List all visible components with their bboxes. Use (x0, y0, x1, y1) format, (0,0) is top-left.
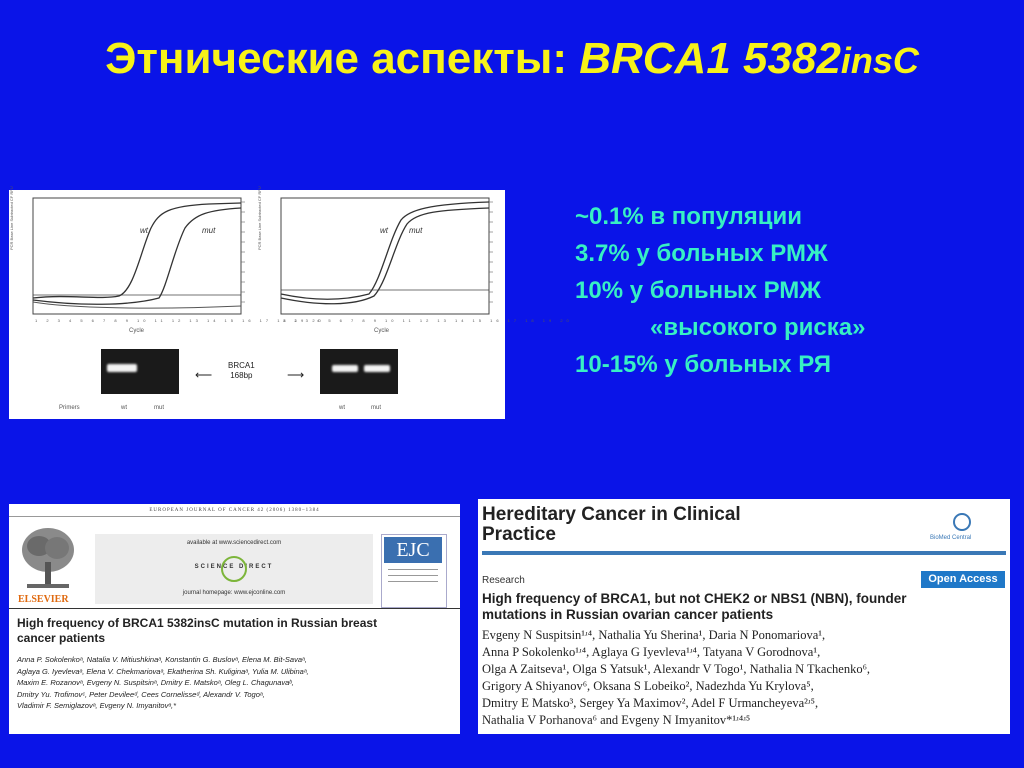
right-lane-wt: wt (339, 405, 345, 411)
left-x-ticks: 1 2 3 4 5 6 7 8 9 10 11 12 13 14 15 16 17 18 19 20 (35, 318, 325, 323)
left-wt-label: wt (140, 226, 148, 235)
ejc-logo: EJC (384, 537, 442, 563)
hccp-authors (482, 627, 870, 729)
open-access-badge: Open Access (921, 571, 1005, 588)
right-plot-ticks (489, 202, 493, 302)
right-wt-curve (281, 202, 489, 299)
ejc-author-line: Anna P. Sokolenkoᵃ, Natalia V. Mitiushkinaᵃ, Konstantin G. Buslovᵃ, Elena M. Bit-Savaᵃ, (17, 655, 307, 664)
hccp-author-line: Grigory A Shiyanov⁶, Oksana S Lobeiko², Nadezhda Yu Krylova⁵, (482, 679, 814, 693)
right-mut-label: mut (409, 226, 423, 235)
ejc-title-rule (9, 608, 460, 609)
pcr-figure (9, 186, 573, 419)
left-lane-mut: mut (154, 405, 165, 411)
elsevier-label: ELSEVIER (18, 594, 69, 605)
hccp-journal-title (482, 505, 741, 545)
hccp-author-line: Olga A Zaitseva¹, Olga S Yatsuk¹, Alexandr V Togo¹, Nathalia N Tkachenko⁶, (482, 662, 871, 676)
research-label: Research (482, 575, 525, 586)
hccp-header-bar (482, 551, 1006, 555)
primers-label: Primers (59, 405, 80, 411)
hccp-journal-line-2: Practice (482, 524, 556, 545)
left-wt-curve (33, 203, 241, 298)
stat-breast-cancer-high-risk: 10% у больных РМЖ (575, 277, 821, 304)
biomed-central-icon (953, 513, 971, 531)
right-gel-band-mut (364, 365, 390, 372)
left-lane-wt: wt (121, 405, 127, 411)
ejc-header-rule (9, 516, 460, 517)
right-mut-curve (281, 208, 489, 304)
ejc-author-line: Aglaya G. Iyevlevaᵃ, Elena V. Chekmariovaᵃ, Ekatherina Sh. Kuliginaᵃ, Yulia M. Ulibinaᵃ, (17, 666, 309, 676)
right-gel-image (320, 349, 398, 394)
sciencedirect-box (95, 534, 373, 604)
ejc-cover-line-3 (388, 581, 438, 582)
ejc-paper-snippet (9, 504, 460, 734)
elsevier-tree-logo (17, 524, 79, 594)
ejc-authors (17, 654, 309, 712)
biomed-central-label: BioMed Central (930, 535, 972, 541)
ejc-author-line: Maxim E. Rozanovᵃ, Evgeny N. Suspitsinᵃ, Dmitry E. Matskoᵃ, Oleg L. Chagunavaᵇ, (17, 678, 294, 687)
stat-ovarian-cancer: 10-15% у больных РЯ (575, 351, 831, 378)
hccp-title-line-1: High frequency of BRCA1, but not CHEK2 or NBS1 (NBN), founder (482, 591, 907, 606)
gene-label: BRCA1 (228, 361, 255, 370)
hccp-paper-title (482, 591, 907, 623)
stat-breast-cancer: 3.7% у больных РМЖ (575, 240, 828, 267)
sciencedirect-icon (221, 556, 247, 582)
left-plot-ticks (241, 202, 245, 302)
ejc-author-line: Vladimir F. Semiglazovᵃ, Evgeny N. Imyanitovᵃ,* (17, 701, 177, 710)
right-lane-mut: mut (371, 405, 382, 411)
title-gene: BRCA1 5382 (579, 34, 841, 83)
available-at: available at www.sciencedirect.com (186, 540, 282, 546)
ejc-journal-header: EUROPEAN JOURNAL OF CANCER 42 (2006) 1380–1384 (149, 508, 320, 513)
sciencedirect-logo: SCIENCE DIRECT (194, 564, 274, 570)
title-plain: Этнические аспекты: (105, 34, 580, 83)
ejc-author-line: Dmitry Yu. Trofimovᶜ, Peter Devileeᵈ, Cees Cornelisseᵈ, Alexandr V. Togoᵃ, (17, 689, 265, 699)
left-x-label: Cycle (129, 328, 145, 334)
right-x-ticks: 1 2 3 4 5 6 7 8 9 10 11 12 13 14 15 16 17 18 19 20 (283, 318, 573, 323)
ejc-cover-line-1 (388, 569, 438, 570)
right-y-label: PCR Base Line Subtracted CF RFU (257, 186, 262, 250)
left-mut-label: mut (202, 226, 216, 235)
left-mut-curve (33, 208, 241, 304)
hccp-author-line: Anna P Sokolenko¹ʴ⁴, Aglaya G Iyevleva¹ʴ⁴, Tatyana V Gorodnova¹, (482, 645, 821, 659)
ejc-homepage: journal homepage: www.ejconline.com (182, 590, 286, 596)
right-x-label: Cycle (374, 328, 390, 334)
right-gel-band-wt (332, 365, 358, 372)
stats-list (575, 198, 865, 383)
left-y-label: PCR Base Line Subtracted CF RFU (9, 186, 14, 250)
hccp-author-line: Nathalia V Porhanova⁶ and Evgeny N Imyanitov*¹ʴ⁴ʴ⁵ (482, 713, 751, 727)
stat-population: ~0.1% в популяции (575, 203, 803, 230)
right-wt-label: wt (380, 226, 388, 235)
ejc-paper-title: High frequency of BRCA1 5382insC mutation in Russian breast cancer patients (17, 616, 378, 645)
gel-size-label (228, 361, 255, 381)
ejc-cover-line-2 (388, 575, 438, 576)
hccp-paper-snippet (478, 499, 1010, 734)
slide-title (0, 34, 1024, 84)
hccp-author-line: Dmitry E Matsko³, Sergey Ya Maximov², Adel F Urmancheyeva²ʴ⁵, (482, 696, 819, 710)
left-arrow-icon: ⟵ (195, 368, 213, 382)
right-arrow-icon: ⟶ (287, 368, 305, 382)
left-gel-image (101, 349, 179, 394)
size-label: 168bp (230, 371, 253, 380)
hccp-journal-line-1: Hereditary Cancer in Clinical (482, 504, 741, 525)
hccp-title-line-2: mutations in Russian ovarian cancer patients (482, 607, 774, 622)
right-plot-frame (281, 198, 489, 314)
left-gel-band (107, 364, 137, 372)
hccp-author-line: Evgeny N Suspitsin¹ʴ⁴, Nathalia Yu Sherina¹, Daria N Ponomariova¹, (482, 628, 826, 642)
stat-high-risk-label: «высокого риска» (650, 314, 866, 341)
ejc-cover (381, 534, 447, 608)
title-mutation: insC (840, 40, 919, 81)
